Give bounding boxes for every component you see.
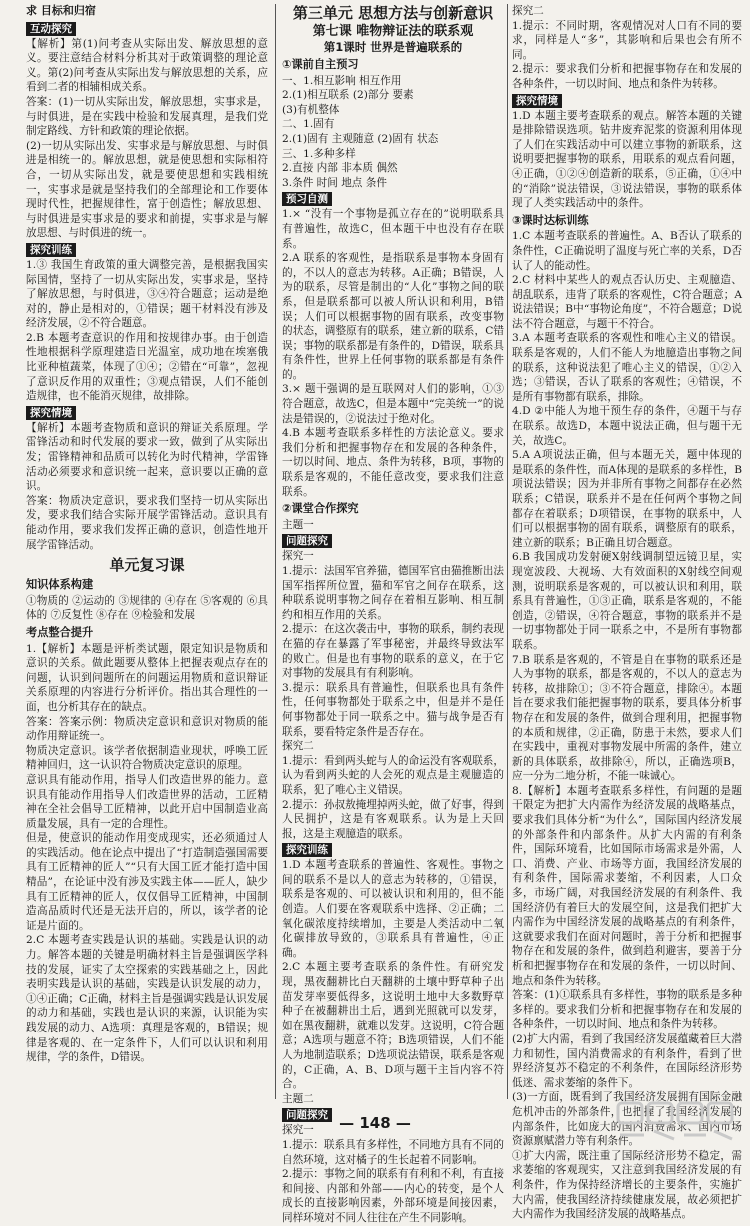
section-label: 预习自测 — [282, 192, 332, 206]
answer-paragraph: 7.B 联系是客观的，不管是自在事物的联系还是人为事物的联系，都是客观的，不以人的意志为转移，故排除①；③不符合题意，排除④。本题旨在要求我们能把握事物的联系，要具体分析事物存在和发展的条件，做到合理利用，把握事物的本质和规律，②正确，防患于未然，要求人们在实践中，重视对事物发展中所需的条件，建立新的具体联系，故排除④，所以，正确选项B，应一分为二地分析，不能一味诚心。 — [512, 653, 742, 783]
answer-paragraph: 1.C 本题考查联系的普遍性。A、B否认了联系的条件性，C正确说明了温度与死亡率的关系，D否认了人的能动性。 — [512, 230, 742, 272]
answer-paragraph: 8.【解析】本题考查联系多样性，有问题的是题干限定为把扩大内需作为经济发展的战略基点，要求我们具体分析“为什么”，国际国内经济发展的外部条件和内部条件。从扩大内需的有利条件，国际环境看，比如国际市场需求是外需，人口、消费、产业、市场等方面，我国经济发展的有利条件，国际需求萎缩，不利因素，人口众多，市场广阔，对我国经济发展的有利条件、我国经济仍有着巨大的发展空间，这是我们把扩大内需作为中国经济发展的战略基点的有利条件，这就要求我们在面对问题时，善于分析和把握事物存在和发展的条件，做到趋利避害，要善于分析和把握事物存在和发展的条件，一切以时间、地点和条件为转移。 — [512, 784, 742, 987]
answer-paragraph: (2)一切从实际出发、实事求是与解放思想、与时俱进是相统一的。解放思想，就是使思想和实际相符合，一切从实际出发，就是要使思想和实践相统一，实事求是就是坚持我们的全部理论和工作要体现时代性，把握规律性，富于创造性；解放思想、与时俱进是实事求是的要求和前提，实事求是与解放思想、与时俱进的统一。 — [26, 139, 268, 240]
section-label: 探究情境 — [26, 406, 76, 420]
answer-paragraph: 1.提示：联系具有多样性，不同地方具有不同的自然环境，这对橘子的生长起着不同影响。 — [282, 1138, 504, 1166]
answer-paragraph: 3.提示：联系具有普遍性，但联系也具有条件性，任何事物都处于联系之中，但是并不是任何事物都处于同一联系之中。猫与战争是否有联系，要看特定条件是否存在。 — [282, 681, 504, 738]
answer-paragraph: 探究一 — [282, 550, 314, 563]
answer-paragraph: 2.A 联系的客观性，是指联系是事物本身固有的，不以人的意志为转移。A正确；B错误，人为的联系，尽管是制出的“人化”事物之间的联系，但是联系都可以被人所认识和利用，B错误；人们可以根据事物的固有联系，改变事物的状态，调整原有的联系，建立新的联系，C错误；事物的联系都是有条件的，D错误，联系具有条件性，世界上任何事物的联系都是有条件的。 — [282, 252, 504, 381]
answer-paragraph: 探究二 — [282, 740, 314, 753]
subsection-heading: 知识体系构建 — [26, 578, 94, 592]
left-column — [26, 4, 268, 1097]
answer-paragraph: 2.直接 内部 非本质 偶然 — [282, 162, 398, 175]
answer-paragraph: 2.提示：事物之间的联系有有利和不利，有直接和间接、内部和外部——内心的转变，是个人成长的直接影响因素，外部环境是间接因素，同样环境对不同人往往在产生不同影响。 — [282, 1168, 504, 1224]
answer-paragraph: 6.B 我国成功发射硬X射线调制望远镜卫星，实现宽波段、大视场、大有效面积的X射线空间观测，说明联系是客观的，可以被认识和利用，联系具有普遍性，①③正确，联系是客观的，不能创造，②错误，④符合题意，事物的联系并不是一切事物都处于同一联系之中，不是所有事物都联系。 — [512, 551, 742, 651]
answer-paragraph: 三、1.多种多样 — [282, 147, 356, 160]
section-label-row — [26, 20, 268, 37]
answer-paragraph: 1.提示：法国军官养猫，德国军官由猫推断出法国军指挥所位置，猫和军官之间存在联系，这种联系说明事物之间存在着相互影响、相互制约和相互作用的关系。 — [282, 565, 504, 621]
answer-paragraph: 主题一 — [282, 518, 314, 531]
answer-paragraph: 1.× “没有一个事物是孤立存在的”说明联系具有普遍性，故选C，但本题干中也没有存在联系。 — [282, 208, 504, 250]
lesson-subtitle: 第1课时 世界是普遍联系的 — [323, 40, 463, 54]
answer-paragraph: 1.D 本题主要考查联系的观点。解答本题的关键是排除错误选项。钻井废弃泥浆的资源利用体现了人们在实践活动中可以建立事物的新联系，这说明要把握事物的联系，用联系的观点看问题，④正确，①②④创造新的联系，⑤正确，①④中的“消除”说法错误，③说法错误，事物的联系体现了人类实践活动中的条件。 — [512, 109, 742, 210]
answer-paragraph: 1.提示：看到两头蛇与人的命运没有客观联系，认为看到两头蛇的人会死的观点是主观臆造的联系，犯了唯心主义错误。 — [282, 754, 504, 796]
page-number-value: 148 — [359, 1114, 391, 1132]
lesson-title: 第七课 唯物辩证法的联系观 — [312, 24, 474, 39]
answer-paragraph: 1.提示：不同时期，客观情况对人口有不同的要求，同样是人“多”，其影响和后果也会有所不同。 — [512, 19, 742, 61]
unit-title: 第三单元 思想方法与创新意识 — [292, 4, 494, 22]
answer-paragraph: 2.(1)相互联系 (2)部分 要素 — [282, 89, 414, 102]
answer-paragraph: (3)一方面，既看到了我国经济发展拥有国际金融危机冲击的外部条件，也把握了我国经济发展的内部条件，比如庞大的国内消费需求、国内市场资源禀赋潜力等有利条件。 — [512, 1091, 742, 1148]
answer-paragraph: 1.【解析】本题是评析类试题，限定知识是物质和意识的关系。做此题要从整体上把握表观点存在的问题，认识到问题所在的问题运用物质和意识辩证关系原理的内容进行分析评价。指出其合理性的一面，也分析其存在的缺点。 — [26, 642, 268, 713]
page-number: — 148 — — [339, 1114, 411, 1132]
section-label-row — [282, 190, 504, 207]
answer-paragraph: 2.(1)固有 主观随意 (2)固有 状态 — [282, 132, 439, 145]
answer-paragraph: 物质决定意识。该学者依据制造业现状，呼唤工匠精神回归，这一认识符合物质决定意识的原理。 — [26, 744, 268, 772]
answer-paragraph: 探究一 — [282, 1124, 314, 1137]
answer-paragraph: 5.A A项说法正确，但与本题无关，题中体现的是联系的条件性，而A体现的是联系的多样性，B项说法错误；因为并非所有事物之间都存在必然联系；C错误，联系并不是在任何两个事物之间都存在着联系；D项错误，在事物的联系中，人们可以根据事物的固有联系，调整原有的联系，建立新的联系；B正确且切合题意。 — [512, 449, 742, 549]
section-label: 探究情境 — [512, 94, 562, 108]
answer-paragraph: 2.提示：要求我们分析和把握事物存在和发展的各种条件，一切以时间、地点和条件为转移。 — [512, 63, 742, 90]
answer-paragraph: 答案：(1)一切从实际出发，解放思想，实事求是，与时俱进，是在实践中检验和发展真理，是我们党制定路线、方针和政策的理论依据。 — [26, 95, 268, 138]
section-label-row — [282, 532, 504, 549]
answer-paragraph: 二、1.固有 — [282, 118, 335, 131]
answer-paragraph: 3.A 本题考查联系的客观性和唯心主义的错误。联系是客观的，人们不能人为地臆造出事物之间的联系，这种说法犯了唯心主义的错误，①②入选；③错误，否认了联系的客观性；④错误，不是所有事物都有联系，排除。 — [512, 332, 742, 403]
answer-paragraph: 3.× 题干强调的是互联网对人们的影响，①③符合题意，故选C，但是本题中“完美统一”的说法是错误的，②说法过于绝对化。 — [282, 383, 504, 425]
subsection-heading: ③课时达标训练 — [512, 213, 589, 227]
answer-paragraph: 2.C 本题考查实践是认识的基础。实践是认识的动力。解答本题的关键是明确材料主旨是强调医学科技的发展，证实了太空探索的实践基础之上，因此表明实践是认识的基础，实践是认识发展的动力，①④正确；C正确，材料主旨是强调实践是认识发展的动力和基础，实践也是认识的来源，认识能为实践发展的动力、A选项：真理是客观的，B错误；规律是客观的、在一定条件下，人们可以认识和利用规律，学的条件，D错误。 — [26, 934, 268, 1064]
section-label: 问题探究 — [282, 1108, 332, 1122]
answer-paragraph: 1.③ 我国生育政策的重大调整完善，是根据我国实际国情，坚持了一切从实际出发，实事求是，坚持了解放思想，与时俱进，③④符合题意；运动是绝对的，静止是相对的，①错误；题干材料没有涉及经济发展，②不符合题意。 — [26, 258, 268, 330]
answer-paragraph: ①物质的 ②运动的 ③规律的 ④存在 ⑤客观的 ⑥具体的 ⑦反复性 ⑧存在 ⑨检验和发展 — [26, 594, 268, 622]
answer-paragraph: 但是，使意识的能动作用变成现实，还必须通过人的实践活动。他在论点中提出了“打造制造强国需要具有工匠精神的匠人”“只有大国工匠才能打造中国精品”，在论证中没有涉及实践主体——匠人，缺少具有工匠精神的匠人，仅仅倡导工匠精神，中国制造高品质时代还是无法开启的，所以，该学者的论证是片面的。 — [26, 832, 268, 932]
answer-paragraph: 答案：(1)①联系具有多样性，事物的联系是多种多样的。要求我们分析和把握事物存在和发展的各种条件，一切以时间、地点和条件为转移。 — [512, 989, 742, 1031]
right-column — [512, 4, 742, 1221]
answer-paragraph: (3)有机整体 — [282, 103, 340, 116]
section-label-row — [26, 404, 268, 421]
answer-paragraph: 2.提示：孙叔敖掩埋掉两头蛇，做了好事，得到人民拥护，这是有客观联系。认为是上天回报，这是主观臆造的联系。 — [282, 798, 504, 840]
answer-paragraph: 答案：答案示例：物质决定意识和意识对物质的能动作用辩证统一。 — [26, 715, 268, 743]
unit-review-title: 单元复习课 — [109, 556, 185, 575]
answer-paragraph: 答案：物质决定意识，要求我们坚持一切从实际出发，要求我们结合实际开展学雷锋活动。意识具有能动作用，要求我们发挥正确的意识，创造性地开展学雷锋活动。 — [26, 494, 268, 551]
section-label: 问题探究 — [282, 534, 332, 548]
subsection-heading: ②课堂合作探究 — [282, 502, 359, 516]
answer-paragraph: 一、1.相互影响 相互作用 — [282, 74, 402, 87]
section-label: 探究训练 — [26, 243, 76, 257]
answer-paragraph: 1.D 本题考查联系的普遍性、客观性。事物之间的联系不是以人的意志为转移的，①错误，联系是客观的、可以被认识和利用的，但不能创造。人们要在客观联系中选择、②正确；二氧化碳浓度持续增加，主要是人类活动中二氧化碳排放导致的，③联系具有普遍性，④正确。 — [282, 859, 504, 959]
answer-paragraph: 意识具有能动作用，指导人们改造世界的能力。意识具有能动作用指导人们改造世界的活动，工匠精神在全社会倡导工匠精神，以此开启中国制造业高质量发展，具有一定的合理性。 — [26, 773, 268, 830]
answer-paragraph: 4.B 本题考查联系多样性的方法论意义。要求我们分析和把握事物存在和发展的各种条件，一切以时间、地点、条件为转移，B项，事物的联系是客观的，不能任意改变，要求我们注意联系。 — [282, 427, 504, 498]
section-label-row — [26, 241, 268, 258]
answer-paragraph: 2.B 本题考查意识的作用和按规律办事。由于创造性地根据科学原理建造日光温室，成功地在埃塞俄比亚种植蔬菜，体现了①④；②错在“可靠”，忽视了意识反作用的双重性；③观点错误，人们不能创造规律，也不能消灭规律，故排除。 — [26, 331, 268, 403]
section-label-row — [512, 92, 742, 109]
subsection-heading: ①课前自主预习 — [282, 58, 359, 71]
answer-paragraph: 2.C 材料中某些人的观点否认历史、主观臆造、胡乱联系，违背了联系的客观性，C符合题意；A说法错误；B中“事物论角度”，不符合题意；D说法不符合题意，与题干不符合。 — [512, 274, 742, 330]
answer-paragraph: 【解析】本题考查物质和意识的辩证关系原理。学雷锋活动和时代发展的要求一致，做到了从实际出发；雷锋精神和品质可以转化为时代精神，学雷锋活动必须要求和意识统一起来，意识要以正确的意识。 — [26, 421, 268, 493]
column-divider — [507, 4, 508, 1099]
running-header: 求 目标和归宿 — [26, 4, 96, 17]
section-label: 探究训练 — [282, 843, 332, 857]
watermark-logo-icon — [614, 1097, 742, 1143]
answer-paragraph: 探究二 — [512, 5, 544, 17]
column-divider — [275, 4, 276, 1099]
answer-paragraph: 2.C 本题主要考查联系的条件性。有研究发现，黑夜翻耕比白天翻耕的土壤中野草种子出苗发芽率要低得多，这说明土地中大多数野草种子在被翻耕出土后，遇到光照就可以发芽，如在黑夜翻耕，就难以发芽。这说明，C符合题意；A选项与题意不符；B选项错误，人们不能人为地制造联系；D选项说法错误，联系是客观的，C正确，A、B、D项与题干主旨内容不符合。 — [282, 961, 504, 1091]
subsection-heading: 考点整合提升 — [26, 625, 94, 639]
answer-paragraph: 2.提示：在这次袭击中，事物的联系，制约表现在猫的存在暴露了军事秘密，并最终导致法军的败亡。但是也有事物的联系的意义，在于它对事物的发展具有有利影响。 — [282, 623, 504, 680]
answer-paragraph: 3.条件 时间 地点 条件 — [282, 176, 387, 189]
section-label: 互动探究 — [26, 22, 76, 36]
answer-paragraph: ①扩大内需，既注重了国际经济形势不稳定，需求萎缩的客观现实，又注意到我国经济发展的有利条件，作为保持经济增长的主要条件，实施扩大内需，使我国经济持续健康发展，故必须把扩大内需作为我国经济发展的战略基点。 — [512, 1149, 742, 1221]
answer-paragraph: 主题二 — [282, 1092, 314, 1105]
section-label-row — [282, 841, 504, 858]
answer-paragraph: 4.D ②中能人为地干预生存的条件，④题干与存在联系。故选D，本题中说法正确，但与题干无关，故选C。 — [512, 405, 742, 447]
answer-paragraph: 【解析】第(1)问考查从实际出发、解放思想的意义。要注意结合材料分析其对于政策调整的理论意义。第(2)问考查从实际出发与解放思想的关系，应看到二者的相辅相成关系。 — [26, 37, 268, 94]
answer-paragraph: (2)扩大内需，看到了我国经济发展蕴藏着巨大潜力和韧性，国内消费需求的有利条件，看到了世界经济复苏不稳定的不利条件，在国际经济形势低迷、需求萎缩的条件下。 — [512, 1032, 742, 1089]
